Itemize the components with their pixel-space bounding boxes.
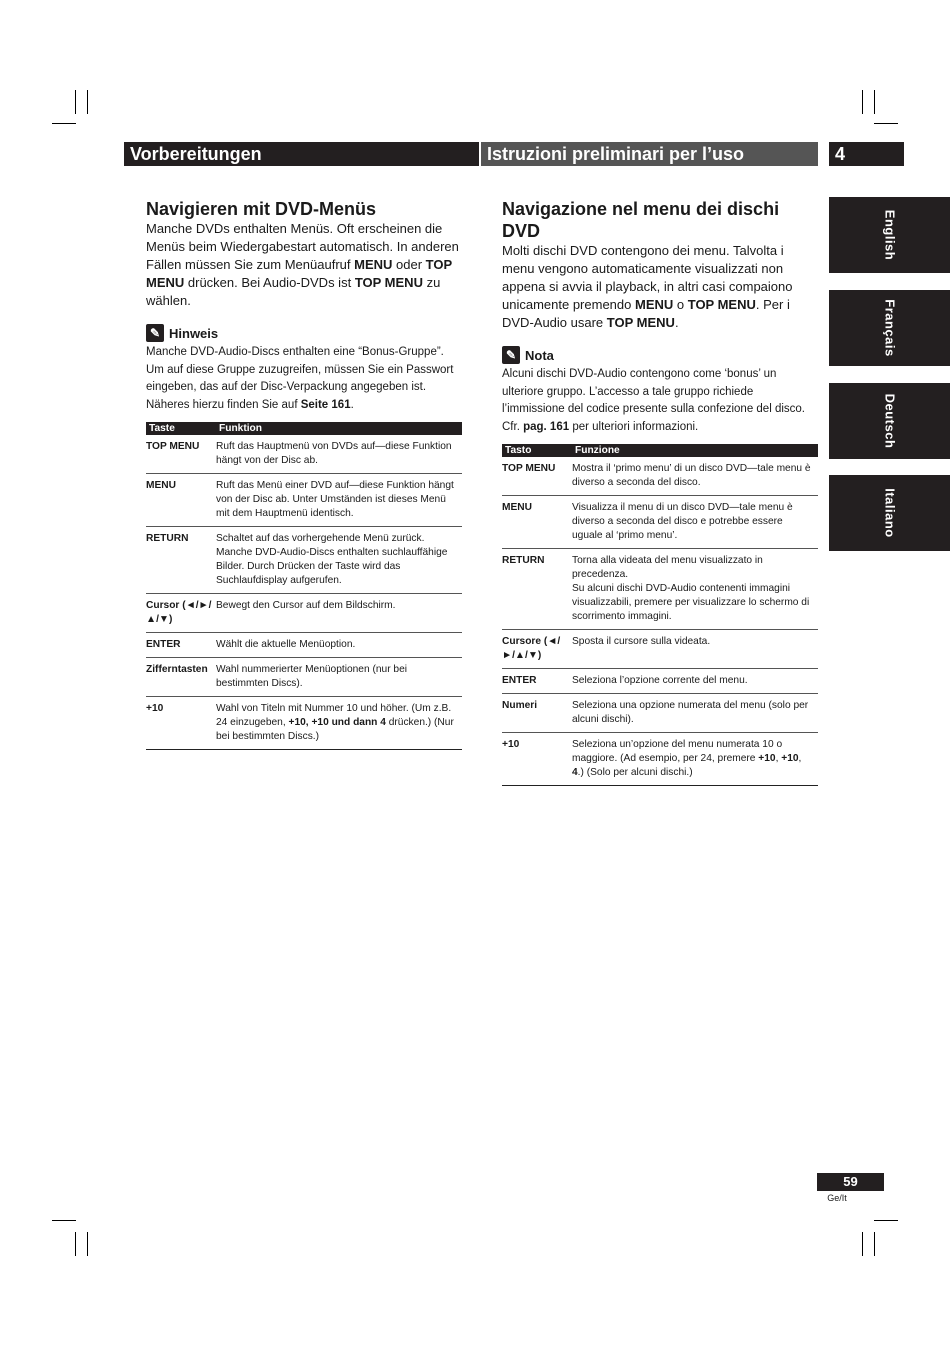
table-row: [502, 694, 818, 733]
table-row: [502, 630, 818, 669]
table-header-function: Funzione: [572, 444, 818, 457]
italian-note-heading: ✎ Nota: [502, 346, 818, 364]
german-column: [146, 198, 462, 750]
key-name: MENU: [146, 474, 216, 527]
key-function: Ruft das Hauptmenü von DVDs auf—diese Funktion hängt von der Disc ab.: [216, 435, 462, 474]
table-row: [502, 496, 818, 549]
german-heading: Navigieren mit DVD-Menüs: [146, 199, 377, 219]
italian-intro: Molti dischi DVD contengono dei menu. Talvolta i menu vengono automaticamente visualizzati non appena si avvia il playback, in altri casi compaiono unicamente premendo MENU o TOP MENU. Per i DVD-Audio usare TOP MENU.: [502, 243, 793, 330]
table-row: +10 Seleziona un’opzione del menu numerata 10 o maggiore. (Ad esempio, per 24, premere +10, +10, 4.) (Solo per alcuni dischi.): [502, 733, 818, 786]
key-name: RETURN: [502, 549, 572, 630]
key-name: ENTER: [146, 633, 216, 658]
german-note-heading: ✎ Hinweis: [146, 324, 462, 342]
key-name: ENTER: [502, 669, 572, 694]
key-function: Seleziona una opzione numerata del menu (solo per alcuni dischi).: [572, 694, 818, 733]
table-row: [146, 594, 462, 633]
section-header-it: [481, 142, 818, 166]
key-function: Bewegt den Cursor auf dem Bildschirm.: [216, 594, 462, 633]
key-name: RETURN: [146, 527, 216, 594]
section-header-de: [124, 142, 479, 166]
table-row: [146, 435, 462, 474]
key-name: TOP MENU: [502, 457, 572, 496]
key-function: Wahl nummerierter Menüoptionen (nur bei bestimmten Discs).: [216, 658, 462, 697]
section-title-it: Istruzioni preliminari per l’uso: [487, 144, 745, 164]
lang-tab-italiano: Italiano: [829, 475, 950, 551]
key-name: TOP MENU: [146, 435, 216, 474]
chapter-badge: [829, 142, 904, 166]
table-header-key: Tasto: [502, 444, 572, 457]
note-pencil-icon: ✎: [146, 324, 164, 342]
page-number: 59: [843, 1174, 858, 1189]
table-row: [146, 527, 462, 594]
key-name: Cursore (◄/►/▲/▼): [502, 630, 572, 669]
lang-tab-english: English: [829, 197, 950, 273]
table-row: [146, 474, 462, 527]
key-function: Seleziona l’opzione corrente del menu.: [572, 669, 818, 694]
german-intro: Manche DVDs enthalten Menüs. Oft erscheinen die Menüs beim Wiedergabestart automatisch. In anderen Fällen müssen Sie zum Menüaufruf MENU oder TOP MENU drücken. Bei Audio-DVDs ist TOP MENU zu wählen.: [146, 221, 459, 308]
german-note-text: Manche DVD-Audio-Discs enthalten eine “Bonus-Gruppe”. Um auf diese Gruppe zuzugreifen, müssen Sie ein Passwort eingeben, das auf der Disc-Verpackung angegeben ist. Näheres hierzu finden Sie auf Seite 161.: [146, 346, 454, 411]
table-header-function: Funktion: [216, 422, 462, 435]
lang-tab-francais: Français: [829, 290, 950, 366]
key-name: Numeri: [502, 694, 572, 733]
key-function: Wählt die aktuelle Menüoption.: [216, 633, 462, 658]
section-title-de: Vorbereitungen: [130, 144, 262, 164]
key-function: Sposta il cursore sulla videata.: [572, 630, 818, 669]
note-pencil-icon: ✎: [502, 346, 520, 364]
table-row: [502, 549, 818, 630]
table-header-key: Taste: [146, 422, 216, 435]
italian-note-text: Alcuni dischi DVD-Audio contengono come ‘bonus’ un ulteriore gruppo. L’accesso a tale gruppo richiede l’immissione del codice presente sulla confezione del disco. Cfr. pag. 161 per ulteriori informazioni.: [502, 368, 805, 433]
key-name: Cursor (◄/►/▲/▼): [146, 594, 216, 633]
table-row: +10 Wahl von Titeln mit Nummer 10 und höher. (Um z.B. 24 einzugeben, +10, +10 und dann 4 drücken.) (Nur bei bestimmten Discs.): [146, 697, 462, 750]
page-number-box: [817, 1173, 884, 1191]
italian-column: [502, 198, 818, 786]
table-row: [502, 457, 818, 496]
key-function: Torna alla videata del menu visualizzato in precedenza. Su alcuni dischi DVD-Audio contenenti immagini visualizzabili, premere per visualizzare lo schermo di scorrimento immagini.: [572, 549, 818, 630]
key-function: Mostra il ‘primo menu’ di un disco DVD—tale menu è diverso a seconda del disco.: [572, 457, 818, 496]
key-name: MENU: [502, 496, 572, 549]
table-row: [146, 658, 462, 697]
key-function: Visualizza il menu di un disco DVD—tale menu è diverso a seconda del disco e potrebbe essere uguale al ‘primo menu’.: [572, 496, 818, 549]
key-function: Ruft das Menü einer DVD auf—diese Funktion hängt von der Disc ab. Unter Umständen ist dieses Menü mit dem Hauptmenü identisch.: [216, 474, 462, 527]
page-code: Ge/It: [827, 1193, 847, 1203]
lang-tab-deutsch: Deutsch: [829, 383, 950, 459]
key-function: Schaltet auf das vorhergehende Menü zurück. Manche DVD-Audio-Discs enthalten suchlauffähige Bilder. Durch Drücken der Taste wird das Suchlaufdisplay aufgerufen.: [216, 527, 462, 594]
italian-key-table: [502, 444, 818, 786]
german-key-table: [146, 422, 462, 750]
chapter-number: 4: [835, 144, 846, 164]
table-row: [146, 633, 462, 658]
table-row: [502, 669, 818, 694]
key-name: Zifferntasten: [146, 658, 216, 697]
italian-heading: Navigazione nel menu dei dischi DVD: [502, 199, 780, 241]
